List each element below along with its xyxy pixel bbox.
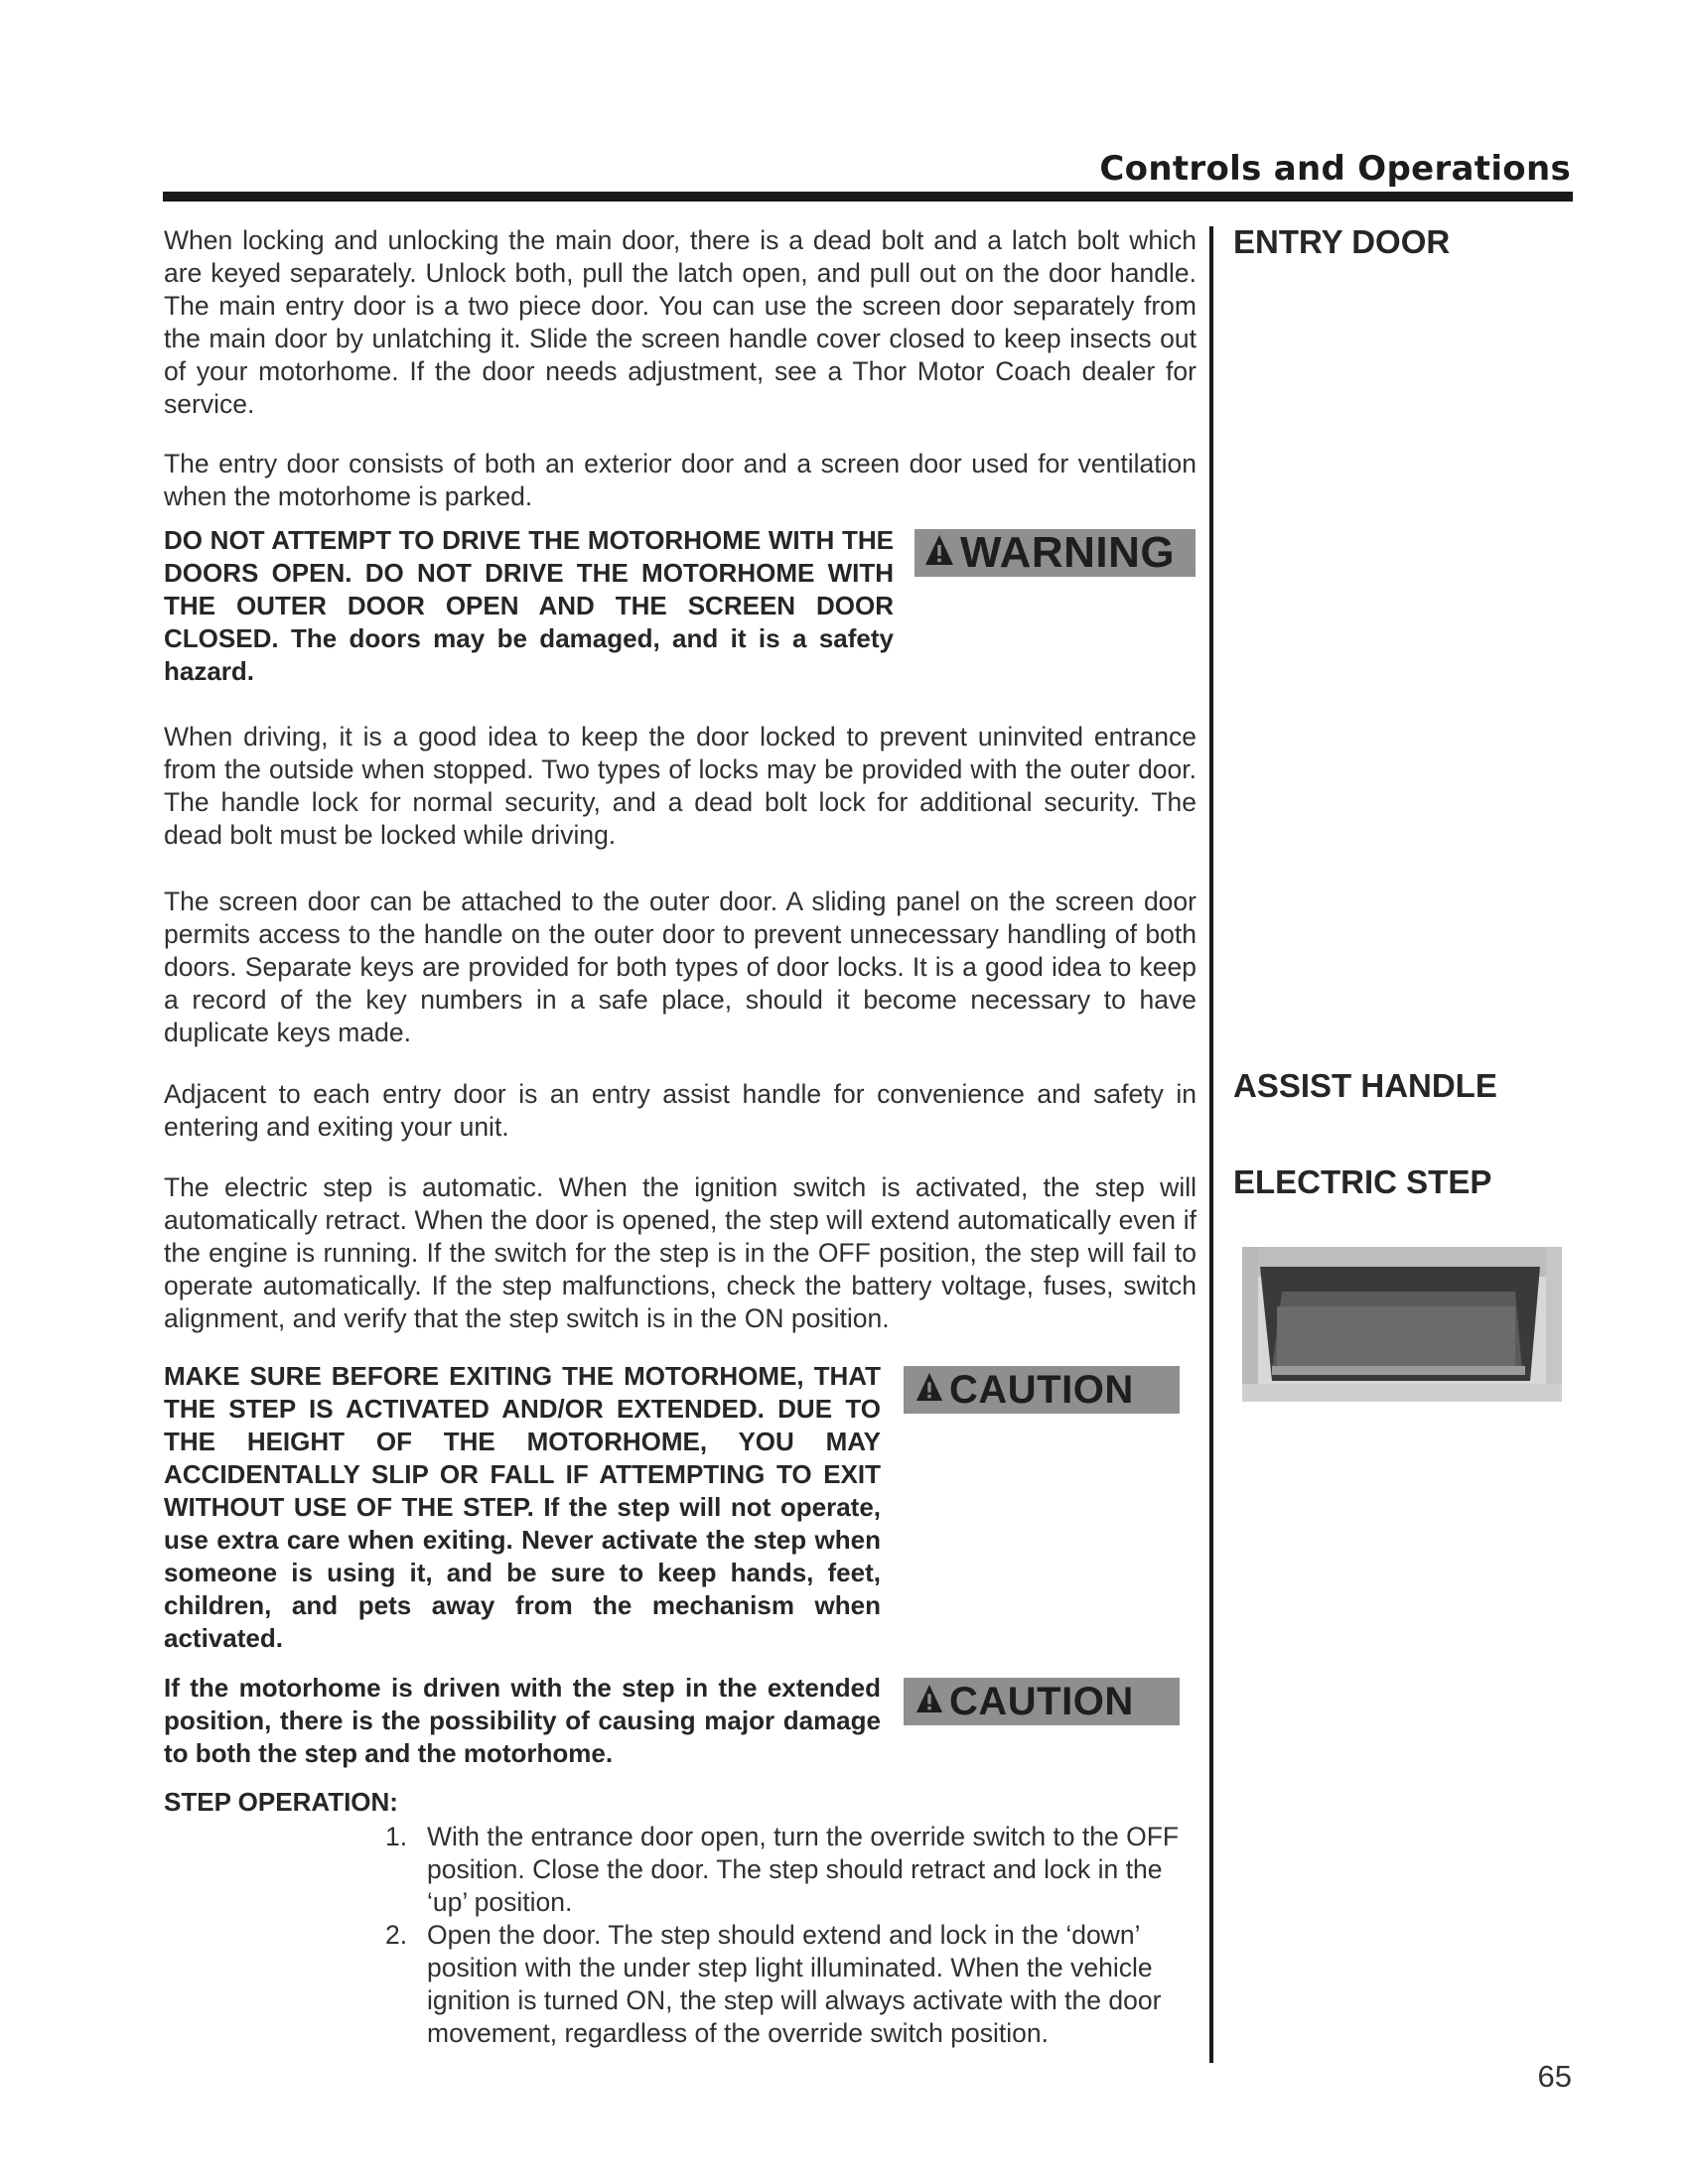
list-item-number: 2. <box>385 1920 408 1950</box>
header-rule <box>163 192 1573 202</box>
list-item-text: With the entrance door open, turn the override switch to the OFF position. Close the door. The step should retract and lock in the ‘up’ position. <box>427 1822 1180 1917</box>
warning-badge <box>914 529 1196 577</box>
caution-2-badge <box>904 1678 1180 1725</box>
warning-label: WARNING <box>960 528 1176 577</box>
side-heading-assist-handle: ASSIST HANDLE <box>1233 1067 1497 1104</box>
paragraph-door-consists: The entry door consists of both an exterior door and a screen door used for ventilation when the motorhome is parked. <box>164 449 1196 511</box>
electric-step-photo <box>1242 1247 1562 1402</box>
warning-triangle-icon <box>924 528 954 578</box>
caution-1-badge <box>904 1366 1180 1414</box>
side-heading-electric-step: ELECTRIC STEP <box>1233 1163 1492 1200</box>
warning-text: DO NOT ATTEMPT TO DRIVE THE MOTORHOME WITH THE DOORS OPEN. DO NOT DRIVE THE MOTORHOME WITH THE OUTER DOOR OPEN AND THE SCREEN DOOR CLOSED. The doors may be damaged, and it is a safety hazard. <box>164 525 894 686</box>
step-operation-heading: STEP OPERATION: <box>164 1787 398 1817</box>
caution-2-label: CAUTION <box>949 1679 1134 1723</box>
paragraph-locking: When locking and unlocking the main door, there is a dead bolt and a latch bolt which are keyed separately. Unlock both, pull the latch open, and pull out on the door handle. The main entry door is a two piece door. You can use the screen door separately from the main door by unlatching it. Slide the screen handle cover closed to keep insects out of your motorhome. If the door needs adjustment, see a Thor Motor Coach dealer for service. <box>164 225 1196 419</box>
list-item <box>385 1821 1199 1919</box>
caution-1-text: MAKE SURE BEFORE EXITING THE MOTORHOME, THAT THE STEP IS ACTIVATED AND/OR EXTENDED. DUE TO THE HEIGHT OF THE MOTORHOME, YOU MAY ACCIDENTALLY SLIP OR FALL IF ATTEMPTING TO EXIT WITHOUT USE OF THE STEP. If the step will not operate, use extra care when exiting. Never activate the step when someone is using it, and be sure to keep hands, feet, children, and pets away from the mechanism when activated. <box>164 1361 881 1653</box>
paragraph-screen-door: The screen door can be attached to the outer door. A sliding panel on the screen door permits access to the handle on the outer door to prevent unnecessary handling of both doors. Separate keys are provided for both types of door locks. It is a good idea to keep a record of the key numbers in a safe place, should it become necessary to have duplicate keys made. <box>164 887 1196 1047</box>
list-item <box>385 1919 1199 2050</box>
caution-2-text: If the motorhome is driven with the step in the extended position, there is the possibility of causing major damage to both the step and the motorhome. <box>164 1673 881 1768</box>
paragraph-assist-handle: Adjacent to each entry door is an entry assist handle for convenience and safety in entering and exiting your unit. <box>164 1079 1196 1142</box>
paragraph-driving: When driving, it is a good idea to keep the door locked to prevent uninvited entrance from the outside when stopped. Two types of locks may be provided with the outer door. The handle lock for normal security, and a dead bolt lock for additional security. The dead bolt must be locked while driving. <box>164 722 1196 850</box>
list-item-text: Open the door. The step should extend and lock in the ‘down’ position with the under step light illuminated. When the vehicle ignition is turned ON, the step will always activate with the door movement, regardless of the override switch position. <box>427 1920 1162 2048</box>
caution-triangle-icon <box>915 1368 943 1413</box>
caution-triangle-icon <box>915 1680 943 1724</box>
column-divider <box>1209 226 1213 2063</box>
page-number: 65 <box>1537 2059 1572 2094</box>
section-header: Controls and Operations <box>1099 149 1571 189</box>
paragraph-electric-step: The electric step is automatic. When the ignition switch is activated, the step will automatically retract. When the door is opened, the step will extend automatically even if the engine is running. If the switch for the step is in the OFF position, the step will fail to operate automatically. If the step malfunctions, check the battery voltage, fuses, switch alignment, and verify that the step switch is in the ON position. <box>164 1172 1196 1333</box>
list-item-number: 1. <box>385 1822 408 1851</box>
side-heading-entry-door: ENTRY DOOR <box>1233 223 1451 260</box>
caution-1-label: CAUTION <box>949 1367 1134 1412</box>
